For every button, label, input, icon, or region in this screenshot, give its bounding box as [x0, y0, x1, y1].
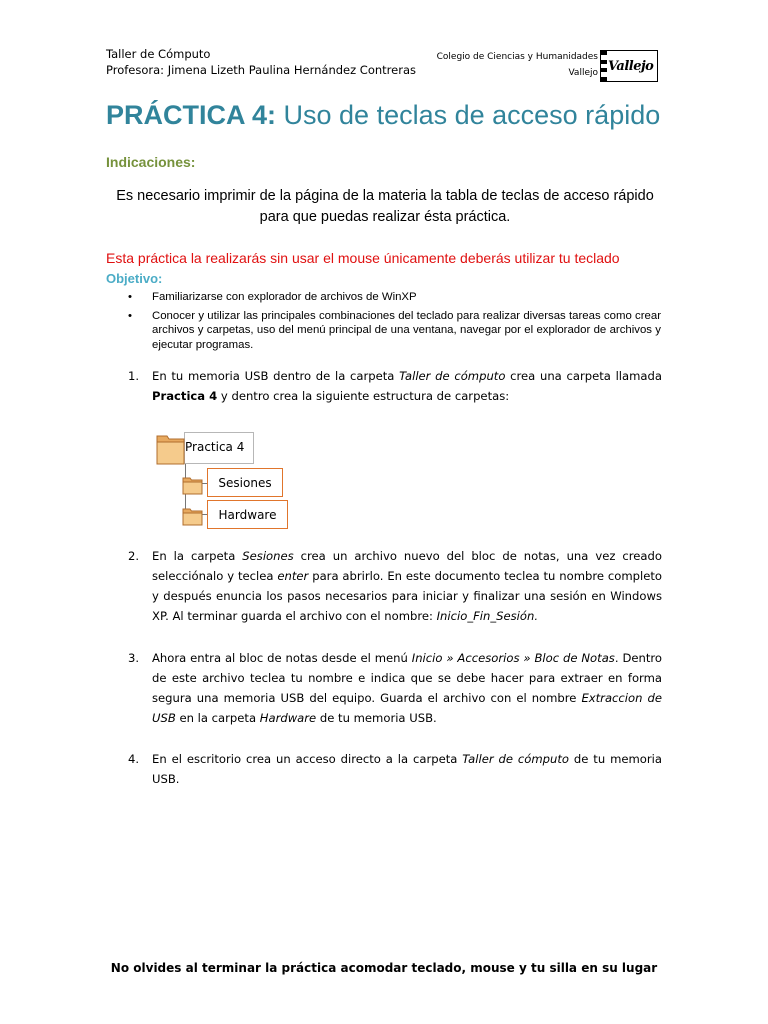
warning-text: Esta práctica la realizarás sin usar el mouse únicamente deberás utilizar tu teclado	[106, 250, 620, 266]
step-text-run: y dentro crea la siguiente estructura de carpetas:	[217, 389, 510, 403]
step-4	[128, 749, 662, 789]
step-2	[128, 546, 662, 626]
list-item	[128, 309, 661, 353]
step-number: 1.	[128, 369, 140, 383]
indicaciones-text: Es necesario imprimir de la página de la materia la tabla de teclas de acceso rápido para que puedas realizar ésta práctica.	[116, 188, 654, 225]
step-text-run: Sesiones	[242, 549, 294, 563]
step-3	[128, 648, 662, 728]
objetivo-item-1: Familiarizarse con explorador de archivos de WinXP	[152, 291, 417, 303]
folder-box-sesiones	[207, 468, 283, 497]
header-right	[437, 49, 598, 81]
step-text-run: crea un archivo nuevo del bloc de notas, una vez creado selecciónalo y teclea	[152, 549, 662, 583]
step-text	[152, 752, 662, 786]
list-item	[128, 290, 661, 305]
step-text-run: de tu memoria USB.	[316, 711, 437, 725]
step-text-run: . Dentro de este archivo teclea tu nombre e indica que se debe hacer para extraer en forma segura una memoria USB del equipo. Guarda el archivo con el nombre	[152, 651, 663, 705]
step-text-run: crea una carpeta llamada	[505, 369, 663, 383]
folder-label-hardware: Hardware	[218, 507, 277, 522]
step-text-run: Practica 4	[152, 389, 218, 403]
header-left	[106, 46, 416, 78]
logo-bars-icon	[601, 51, 607, 81]
step-number: 3.	[128, 651, 140, 665]
step-number: 2.	[128, 549, 140, 563]
step-text-run: enter	[277, 569, 309, 583]
step-text-run: En tu memoria USB dentro de la carpeta	[152, 369, 400, 383]
step-text-run: En la carpeta	[152, 549, 243, 563]
step-number: 4.	[128, 752, 140, 766]
step-text	[152, 549, 662, 623]
title-prefix: PRÁCTICA 4:	[106, 100, 277, 130]
root-folder-label: Practica 4	[185, 440, 245, 454]
bullet-icon: •	[128, 291, 132, 303]
step-text	[152, 651, 662, 725]
step-text-run: Inicio » Accesorios » Bloc de Notas	[411, 651, 615, 665]
teacher-name: Profesora: Jimena Lizeth Paulina Hernández Contreras	[106, 63, 416, 77]
step-text-run: Taller de cómputo	[399, 369, 506, 383]
logo-text: Vallejo	[608, 58, 654, 74]
step-text-run: Extraccion de USB	[152, 691, 662, 725]
step-text-run: En el escritorio crea un acceso directo a la carpeta	[152, 752, 463, 766]
vallejo-logo	[600, 50, 658, 82]
folder-icon	[155, 430, 187, 471]
step-text-run: Inicio_Fin_Sesión.	[436, 609, 539, 623]
title-text: Uso de teclas de acceso rápido	[276, 100, 661, 130]
folder-tree	[150, 428, 310, 538]
step-text-run: Hardware	[259, 711, 317, 725]
objetivo-item-2: Conocer y utilizar las principales combinaciones del teclado para realizar diversas tareas como crear archivos y carpetas, uso del menú principal de una ventana, navegar por el explorador de archivos y ejecutar programas.	[152, 309, 661, 351]
step-text-run: Ahora entra al bloc de notas desde el menú	[152, 651, 412, 665]
bullet-icon: •	[128, 309, 132, 322]
step-text-run: para abrirlo. En este documento teclea tu nombre completo y después enuncia los pasos necesarios para iniciar y finalizar una sesión en Windows XP. Al terminar guarda el archivo con el nombre:	[152, 569, 662, 623]
folder-label-sesiones: Sesiones	[218, 475, 272, 490]
step-text-run: Taller de cómputo	[462, 752, 569, 766]
objetivo-heading: Objetivo:	[106, 271, 163, 286]
step-1	[128, 366, 662, 406]
step-text-run: en la carpeta	[175, 711, 260, 725]
school-name: Colegio de Ciencias y Humanidades	[436, 52, 598, 62]
indicaciones-heading: Indicaciones:	[106, 154, 196, 170]
step-text	[152, 369, 662, 403]
folder-icon	[182, 506, 204, 531]
campus-name: Vallejo	[568, 68, 598, 78]
page-title	[106, 100, 660, 131]
footer-note: No olvides al terminar la práctica acomodar teclado, mouse y tu silla en su lugar	[110, 961, 658, 975]
folder-box-hardware	[207, 500, 288, 529]
step-text-run: de tu memoria USB.	[152, 752, 662, 786]
folder-icon	[182, 475, 204, 500]
course-name: Taller de Cómputo	[106, 47, 211, 61]
objetivo-list	[128, 290, 661, 356]
